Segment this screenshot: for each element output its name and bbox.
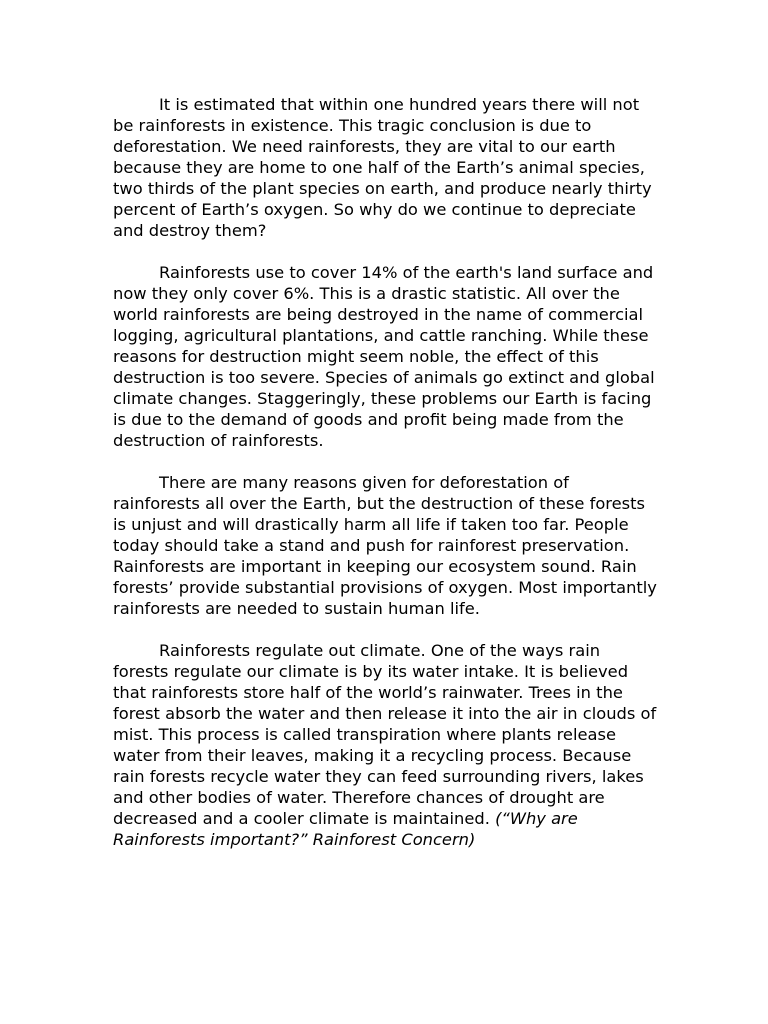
paragraph-4	[113, 640, 658, 850]
document-body	[113, 94, 658, 850]
paragraph-2: Rainforests use to cover 14% of the earth's land surface and now they only cover 6%. This is a drastic statistic. All over the world rainforests are being destroyed in the name of commercial logging, agricultural plantations, and cattle ranching. While these reasons for destruction might seem noble, the effect of this destruction is too severe. Species of animals go extinct and global climate changes. Staggeringly, these problems our Earth is facing is due to the demand of goods and profit being made from the destruction of rainforests.	[113, 263, 655, 450]
paragraph-1: It is estimated that within one hundred years there will not be rainforests in existence. This tragic conclusion is due to deforestation. We need rainforests, they are vital to our earth because they are home to one half of the Earth’s animal species, two thirds of the plant species on earth, and produce nearly thirty percent of Earth’s oxygen. So why do we continue to depreciate and destroy them?	[113, 95, 652, 240]
citation: (“Why are Rainforests important?” Rainforest Concern)	[113, 809, 578, 849]
paragraph-4-text: Rainforests regulate out climate. One of the ways rain forests regulate our climate is by its water intake. It is believed that rainforests store half of the world’s rainwater. Trees in the forest absorb the water and then release it into the air in clouds of mist. This process is called transpiration where plants release water from their leaves, making it a recycling process. Because rain forests recycle water they can feed surrounding rivers, lakes and other bodies of water. Therefore chances of drought are decreased and a cooler climate is maintained.	[113, 641, 657, 828]
paragraph-3: There are many reasons given for deforestation of rainforests all over the Earth, but the destruction of these forests is unjust and will drastically harm all life if taken too far. People today should take a stand and push for rainforest preservation. Rainforests are important in keeping our ecosystem sound. Rain forests’ provide substantial provisions of oxygen. Most importantly rainforests are needed to sustain human life.	[113, 473, 657, 618]
